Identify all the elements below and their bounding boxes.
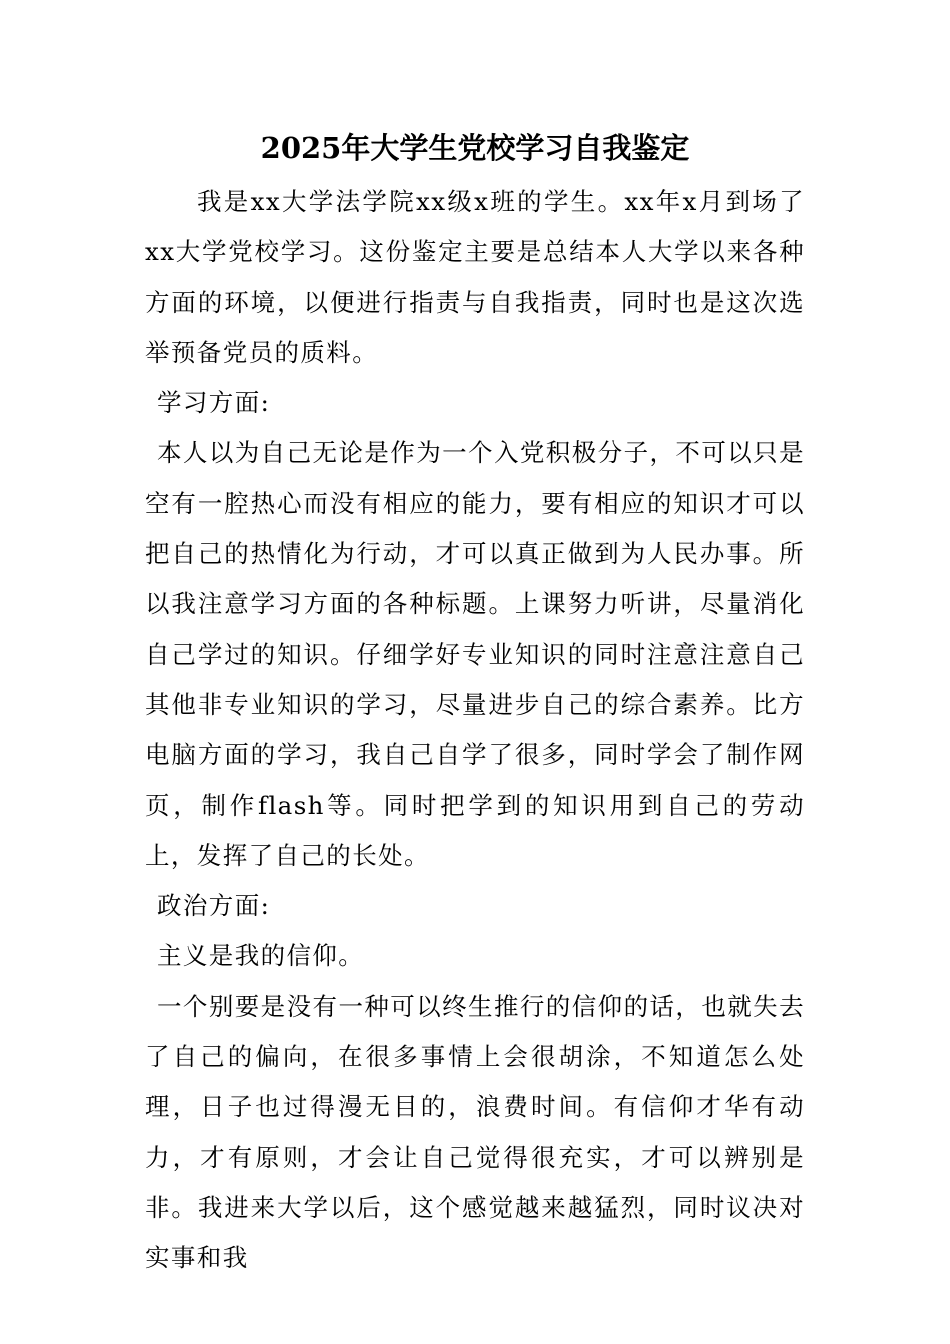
intro-paragraph: 我是xx大学法学院xx级x班的学生。xx年x月到场了xx大学党校学习。这份鉴定主要是总结本人大学以来各种方面的环境，以便进行指责与自我指责，同时也是这次选举预备党员的质料。 bbox=[145, 187, 805, 367]
study-paragraph: 本人以为自己无论是作为一个入党积极分子，不可以只是空有一腔热心而没有相应的能力，要有相应的知识才可以把自己的热情化为行动，才可以真正做到为人民办事。所以我注意学习方面的各种标题。上课努力听讲，尽量消化自己学过的知识。仔细学好专业知识的同时注意注意自己其他非专业知识的学习，尽量进步自己的综合素养。比方电脑方面的学习，我自己自学了很多，同时学会了制作网页，制作flash等。同时把学到的知识用到自己的劳动上，发挥了自己的长处。 bbox=[145, 438, 805, 870]
section-heading-politics: 政治方面: bbox=[157, 891, 271, 921]
document-body bbox=[145, 177, 805, 1284]
document-title: 2025年大学生党校学习自我鉴定 bbox=[260, 131, 690, 165]
section-heading-study: 学习方面: bbox=[157, 388, 271, 418]
politics-statement: 主义是我的信仰。 bbox=[157, 941, 365, 971]
politics-paragraph: 一个别要是没有一种可以终生推行的信仰的话，也就失去了自己的偏向，在很多事情上会很胡涂，不知道怎么处理，日子也过得漫无目的，浪费时间。有信仰才华有动力，才有原则，才会让自己觉得很充实，才可以辨别是非。我进来大学以后，这个感觉越来越猛烈，同时议决对实事和我 bbox=[145, 991, 805, 1273]
